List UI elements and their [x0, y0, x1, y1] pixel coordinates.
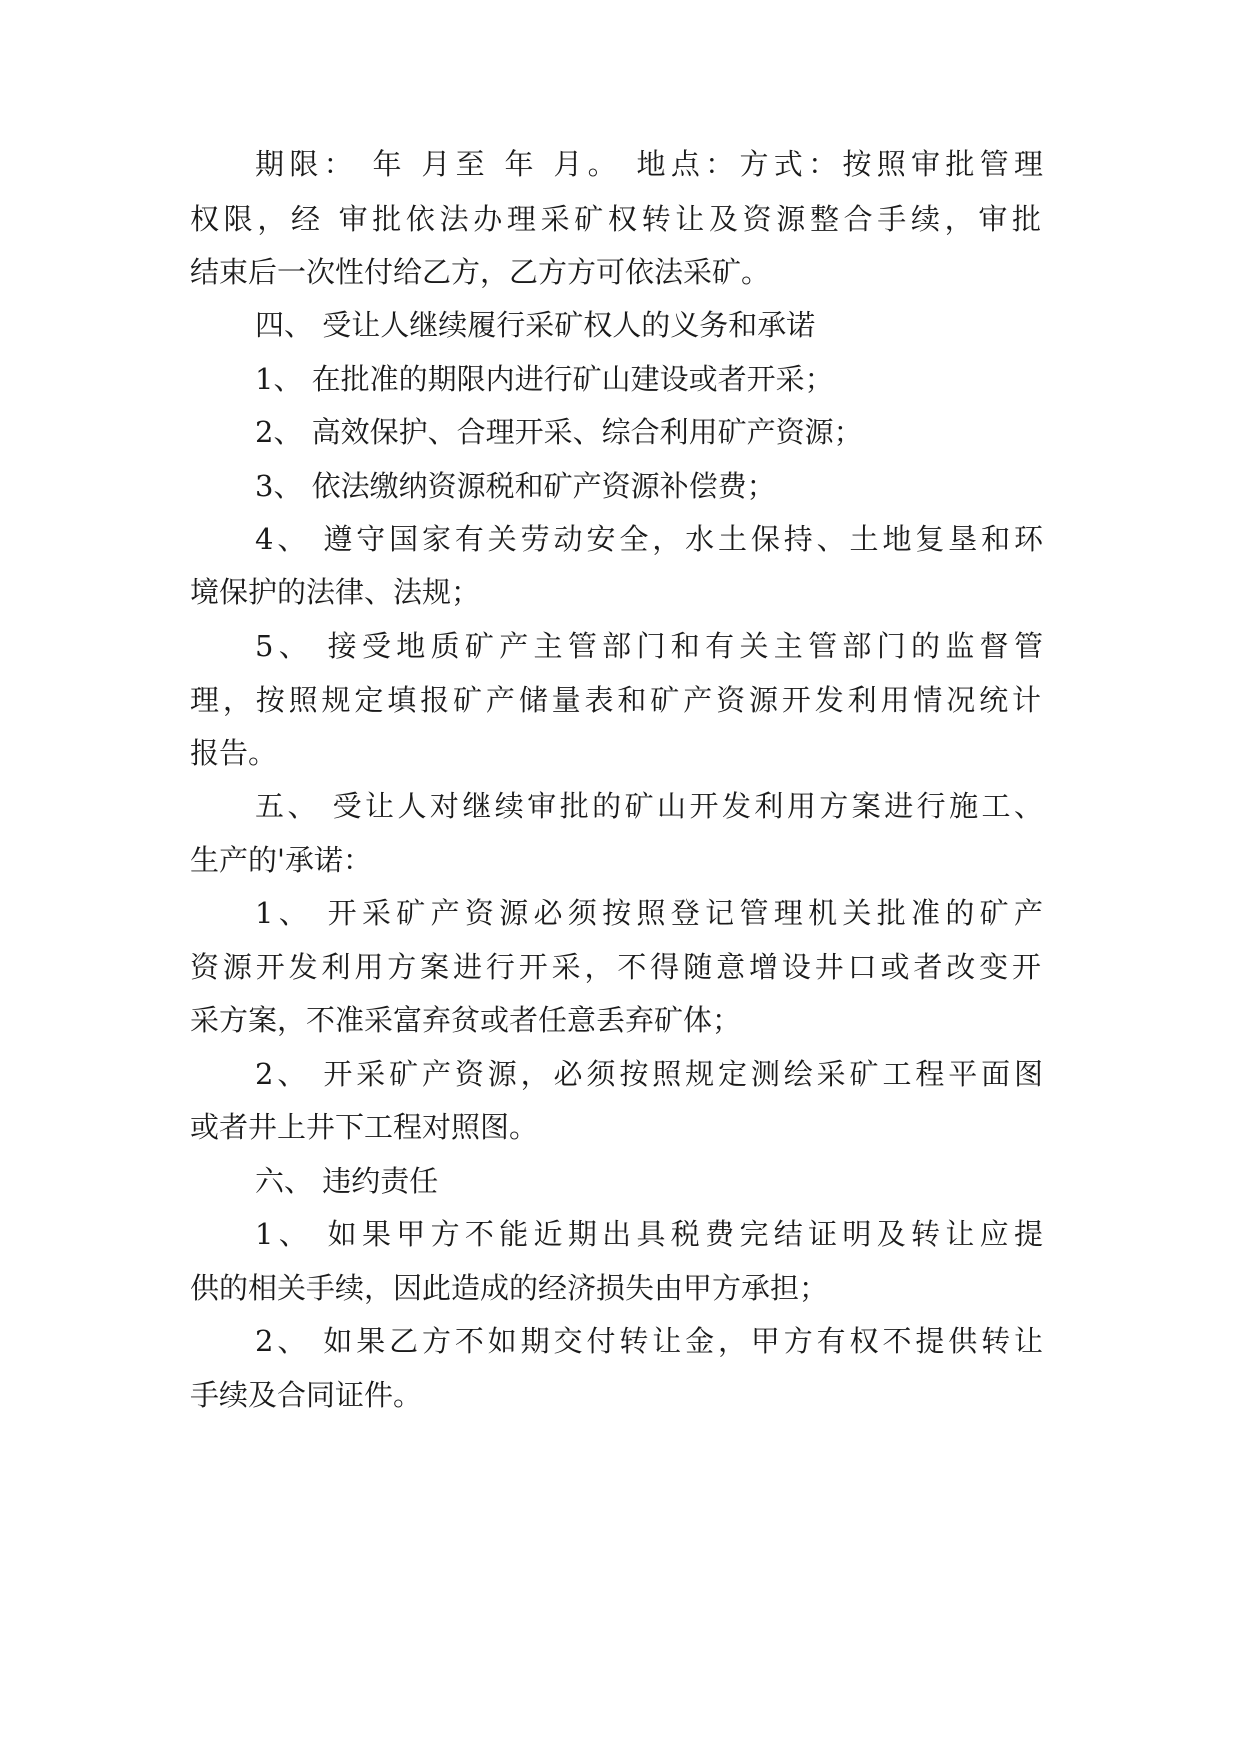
list-item: 2、 如果乙方不如期交付转让金，甲方有权不提供转让 [255, 1324, 1043, 1358]
paragraph-line: 结束后一次性付给乙方，乙方方可依法采矿。 [190, 255, 771, 289]
list-item-continuation: 供的相关手续，因此造成的经济损失由甲方承担； [190, 1271, 829, 1305]
section-heading: 五、 受让人对继续审批的矿山开发利用方案进行施工、 [255, 789, 1043, 823]
list-item-continuation: 采方案，不准采富弃贫或者任意丢弃矿体； [190, 1003, 742, 1037]
section-heading: 四、 受让人继续履行采矿权人的义务和承诺 [255, 308, 816, 342]
paragraph-line: 期限： 年 月至 年 月。 地点：方式：按照审批管理 [255, 147, 1043, 181]
section-heading-continuation: 生产的'承诺： [190, 843, 372, 877]
list-item: 4、 遵守国家有关劳动安全，水土保持、土地复垦和环 [255, 522, 1043, 556]
list-item: 5、 接受地质矿产主管部门和有关主管部门的监督管 [255, 629, 1043, 663]
section-heading: 六、 违约责任 [255, 1164, 439, 1198]
list-item: 1、 开采矿产资源必须按照登记管理机关批准的矿产 [255, 896, 1043, 930]
list-item-continuation: 报告。 [190, 736, 278, 770]
list-item-continuation: 或者井上井下工程对照图。 [190, 1110, 539, 1144]
list-item: 1、 在批准的期限内进行矿山建设或者开采； [255, 362, 834, 396]
list-item: 3、 依法缴纳资源税和矿产资源补偿费； [255, 469, 776, 503]
list-item: 2、 高效保护、合理开采、综合利用矿产资源； [255, 415, 863, 449]
list-item: 1、 如果甲方不能近期出具税费完结证明及转让应提 [255, 1217, 1043, 1251]
list-item-continuation: 手续及合同证件。 [190, 1378, 423, 1412]
list-item: 2、 开采矿产资源，必须按照规定测绘采矿工程平面图 [255, 1057, 1043, 1091]
list-item-continuation: 境保护的法律、法规； [190, 575, 481, 609]
list-item-continuation: 理，按照规定填报矿产储量表和矿产资源开发利用情况统计 [190, 683, 1041, 717]
list-item-continuation: 资源开发利用方案进行开采，不得随意增设井口或者改变开 [190, 950, 1041, 984]
paragraph-line: 权限，经 审批依法办理采矿权转让及资源整合手续，审批 [190, 202, 1041, 236]
